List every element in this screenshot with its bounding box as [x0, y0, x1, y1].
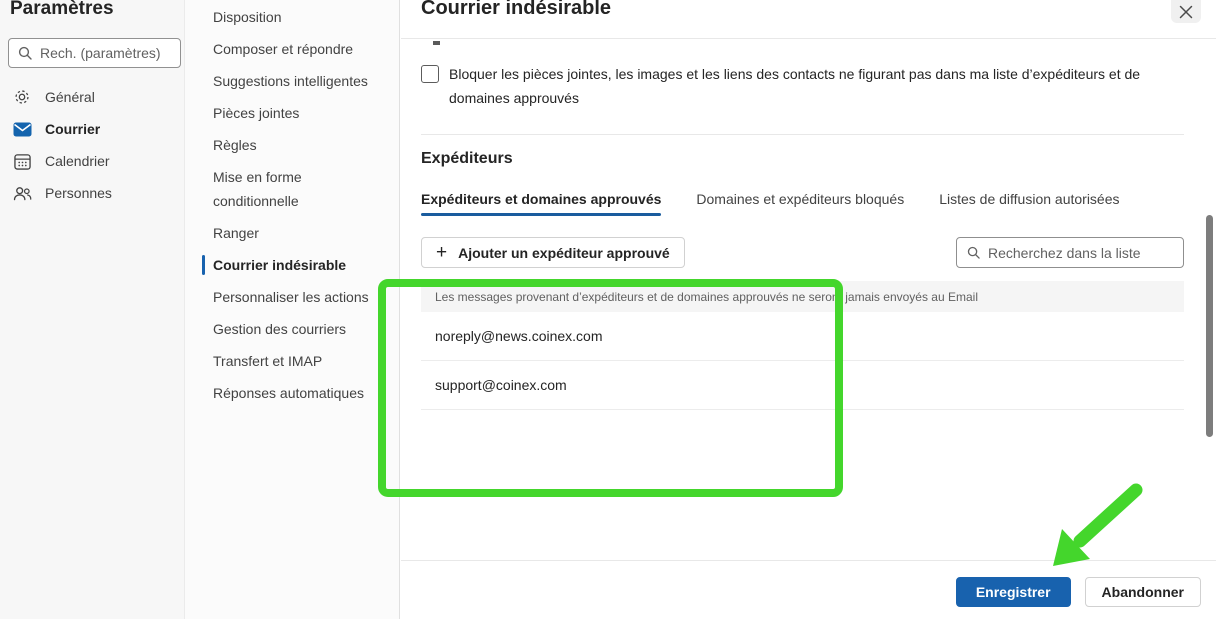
people-icon	[12, 183, 32, 203]
list-search-input[interactable]	[956, 237, 1184, 268]
category-gestion-des-courriers[interactable]: Gestion des courriers	[213, 321, 347, 337]
table-row[interactable]: support@coinex.com	[421, 361, 1184, 410]
sidebar-item-label: Général	[45, 89, 95, 105]
settings-nav	[0, 81, 184, 209]
save-button[interactable]: Enregistrer	[956, 577, 1071, 607]
section-divider	[421, 134, 1184, 135]
category-transfert-et-imap[interactable]: Transfert et IMAP	[213, 353, 323, 369]
search-icon	[18, 46, 32, 60]
junk-mail-panel	[401, 0, 1216, 619]
settings-sidebar	[0, 0, 185, 619]
category-courrier-indesirable[interactable]: Courrier indésirable	[185, 249, 399, 281]
footer-divider	[401, 560, 1216, 561]
category-pieces-jointes[interactable]: Pièces jointes	[213, 105, 300, 121]
tab-mailing-lists[interactable]: Listes de diffusion autorisées	[939, 191, 1120, 207]
category-mise-en-forme-conditionnelle[interactable]: Mise en forme conditionnelle	[213, 169, 302, 209]
vertical-scrollbar-thumb[interactable]	[1206, 215, 1213, 437]
settings-title: Paramètres	[10, 0, 114, 19]
add-approved-sender-label: Ajouter un expéditeur approuvé	[458, 244, 670, 261]
category-regles[interactable]: Règles	[213, 137, 257, 153]
calendar-icon	[12, 151, 32, 171]
sidebar-item-label: Calendrier	[45, 153, 110, 169]
block-attachments-option	[421, 62, 1151, 110]
sidebar-item-general[interactable]	[0, 81, 184, 113]
sidebar-item-label: Personnes	[45, 185, 112, 201]
category-ranger[interactable]: Ranger	[213, 225, 259, 241]
search-icon	[967, 246, 980, 259]
sidebar-item-calendrier[interactable]	[0, 145, 184, 177]
list-search-placeholder: Recherchez dans la liste	[988, 244, 1141, 261]
mail-icon	[12, 119, 32, 139]
senders-section-title: Expéditeurs	[421, 150, 513, 167]
sidebar-item-label: Courrier	[45, 121, 101, 137]
tab-blocked-senders[interactable]: Domaines et expéditeurs bloqués	[696, 191, 905, 207]
category-suggestions-intelligentes[interactable]: Suggestions intelligentes	[213, 73, 368, 89]
settings-search-placeholder: Rech. (paramètres)	[40, 45, 161, 61]
close-button[interactable]	[1171, 0, 1201, 23]
category-composer-et-repondre[interactable]: Composer et répondre	[213, 41, 354, 57]
senders-tabs	[421, 191, 1120, 216]
approved-senders-table	[421, 281, 1184, 410]
discard-button[interactable]: Abandonner	[1085, 577, 1201, 607]
category-personnaliser-les-actions[interactable]: Personnaliser les actions	[213, 289, 369, 305]
plus-icon: +	[436, 242, 448, 263]
table-header: Les messages provenant d’expéditeurs et de domaines approuvés ne seront jamais envoyés au Email	[421, 281, 1184, 312]
clipped-content-fragment	[433, 41, 440, 45]
sidebar-item-courrier[interactable]	[0, 113, 184, 145]
block-attachments-label: Bloquer les pièces jointes, les images et les liens des contacts ne figurant pas dans ma liste d’expéditeurs et de domaines approuvés	[449, 66, 1141, 106]
list-controls	[421, 237, 1184, 268]
block-attachments-checkbox[interactable]	[421, 65, 439, 83]
add-approved-sender-button[interactable]	[421, 237, 685, 268]
table-row[interactable]: noreply@news.coinex.com	[421, 312, 1184, 361]
category-reponses-automatiques[interactable]: Réponses automatiques	[213, 385, 364, 401]
tab-approved-senders[interactable]: Expéditeurs et domaines approuvés	[421, 191, 661, 216]
sidebar-item-personnes[interactable]	[0, 177, 184, 209]
gear-icon	[12, 87, 32, 107]
mail-settings-categories	[185, 0, 400, 619]
settings-search-input[interactable]	[8, 38, 181, 68]
category-disposition[interactable]: Disposition	[213, 9, 282, 25]
close-icon	[1179, 5, 1193, 19]
header-divider	[401, 38, 1216, 39]
footer-actions	[956, 577, 1201, 607]
page-title: Courrier indésirable	[421, 0, 612, 19]
